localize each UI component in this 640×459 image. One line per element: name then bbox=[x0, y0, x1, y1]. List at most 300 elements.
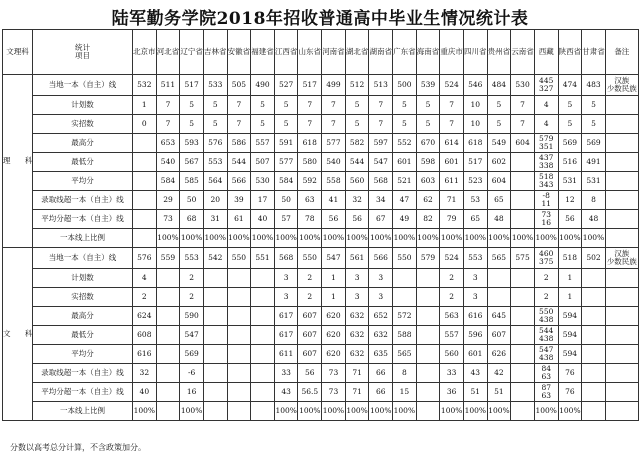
data-cell: 5 bbox=[393, 115, 417, 134]
data-cell: 592 bbox=[298, 172, 322, 191]
data-cell bbox=[203, 269, 227, 288]
data-cell bbox=[227, 345, 251, 364]
data-cell: 582 bbox=[345, 134, 369, 153]
data-cell: 517 bbox=[463, 153, 487, 172]
row-label: 一本线上比例 bbox=[33, 229, 133, 248]
data-cell bbox=[582, 326, 606, 345]
data-cell: 1 bbox=[133, 96, 157, 115]
data-cell: 29 bbox=[156, 191, 180, 210]
data-cell bbox=[203, 288, 227, 307]
data-cell: 3 bbox=[369, 288, 393, 307]
data-cell: 43 bbox=[274, 383, 298, 402]
data-cell: 569 bbox=[582, 134, 606, 153]
province-header: 湖南省 bbox=[369, 30, 393, 75]
data-cell: 607 bbox=[298, 345, 322, 364]
data-cell: 3 bbox=[463, 269, 487, 288]
data-cell: 586 bbox=[227, 134, 251, 153]
table-row bbox=[3, 269, 639, 288]
province-header: 辽宁省 bbox=[180, 30, 204, 75]
data-cell: -6 bbox=[180, 364, 204, 383]
data-cell: 653 bbox=[156, 134, 180, 153]
data-cell: 5 bbox=[487, 96, 511, 115]
data-cell: 502 bbox=[582, 248, 606, 269]
cell-line: 少数民族 bbox=[606, 257, 637, 266]
data-cell bbox=[534, 191, 558, 210]
data-cell: 61 bbox=[227, 210, 251, 229]
data-cell: 560 bbox=[345, 172, 369, 191]
data-cell: 10 bbox=[463, 96, 487, 115]
cell-line: 少数民族 bbox=[606, 84, 637, 93]
note-cell bbox=[605, 288, 638, 307]
row-label: 当地一本（自主）线 bbox=[33, 248, 133, 269]
data-cell bbox=[582, 269, 606, 288]
data-cell bbox=[534, 248, 558, 269]
data-cell: 603 bbox=[416, 172, 440, 191]
data-cell bbox=[251, 383, 275, 402]
data-cell: 614 bbox=[440, 134, 464, 153]
province-header: 四川省 bbox=[463, 30, 487, 75]
data-cell: 57 bbox=[274, 210, 298, 229]
data-cell bbox=[156, 288, 180, 307]
data-cell: 36 bbox=[440, 383, 464, 402]
data-cell bbox=[511, 364, 535, 383]
data-cell: 5 bbox=[393, 96, 417, 115]
data-cell bbox=[251, 402, 275, 421]
data-cell bbox=[156, 269, 180, 288]
data-cell: 500 bbox=[393, 75, 417, 96]
data-cell: 79 bbox=[440, 210, 464, 229]
data-cell: 5 bbox=[203, 96, 227, 115]
data-cell: 65 bbox=[463, 210, 487, 229]
data-cell: 540 bbox=[156, 153, 180, 172]
data-cell: 557 bbox=[440, 326, 464, 345]
data-cell bbox=[534, 364, 558, 383]
data-cell bbox=[227, 383, 251, 402]
data-cell: 552 bbox=[393, 134, 417, 153]
data-cell: 588 bbox=[393, 326, 417, 345]
row-label: 最低分 bbox=[33, 153, 133, 172]
data-cell: 17 bbox=[251, 191, 275, 210]
data-cell: 1 bbox=[322, 269, 346, 288]
data-cell bbox=[511, 383, 535, 402]
data-cell bbox=[251, 364, 275, 383]
table-body bbox=[3, 75, 639, 421]
data-cell bbox=[582, 345, 606, 364]
data-cell bbox=[251, 326, 275, 345]
table-row bbox=[3, 96, 639, 115]
row-label: 最低分 bbox=[33, 326, 133, 345]
note-cell bbox=[605, 383, 638, 402]
data-cell: 7 bbox=[440, 115, 464, 134]
data-cell: 601 bbox=[393, 153, 417, 172]
province-header: 北京市 bbox=[133, 30, 157, 75]
category-cell: 文 科 bbox=[3, 248, 33, 421]
province-header: 西藏 bbox=[534, 30, 558, 75]
data-cell: 1 bbox=[558, 269, 582, 288]
header-item-line2: 项目 bbox=[75, 51, 90, 60]
data-cell bbox=[582, 383, 606, 402]
data-cell: 100% bbox=[534, 402, 558, 421]
data-cell bbox=[251, 307, 275, 326]
header-category-cell: 文理科 bbox=[3, 30, 33, 75]
data-cell: 567 bbox=[180, 153, 204, 172]
data-cell: 544 bbox=[227, 153, 251, 172]
row-label: 录取线超一本（自主）线 bbox=[33, 191, 133, 210]
data-cell: 100% bbox=[227, 229, 251, 248]
data-cell: 48 bbox=[582, 210, 606, 229]
data-cell: 66 bbox=[369, 364, 393, 383]
province-header: 海南省 bbox=[416, 30, 440, 75]
data-cell bbox=[582, 307, 606, 326]
data-cell: 608 bbox=[133, 326, 157, 345]
data-cell: 62 bbox=[416, 191, 440, 210]
data-cell bbox=[416, 345, 440, 364]
data-cell: 516 bbox=[558, 153, 582, 172]
data-cell: 626 bbox=[487, 345, 511, 364]
data-cell: 530 bbox=[251, 172, 275, 191]
cell-line: 375 bbox=[539, 257, 554, 266]
data-cell bbox=[534, 134, 558, 153]
data-cell: 78 bbox=[298, 210, 322, 229]
data-cell: 523 bbox=[463, 172, 487, 191]
data-cell: 3 bbox=[345, 288, 369, 307]
cell-line: 550 bbox=[539, 307, 554, 316]
data-cell: 550 bbox=[298, 248, 322, 269]
data-cell: 8 bbox=[393, 364, 417, 383]
data-cell bbox=[416, 307, 440, 326]
data-cell: 100% bbox=[345, 402, 369, 421]
note-cell bbox=[605, 326, 638, 345]
province-header: 陕西省 bbox=[558, 30, 582, 75]
data-cell: 558 bbox=[322, 172, 346, 191]
data-cell: 56 bbox=[322, 210, 346, 229]
data-cell: 33 bbox=[274, 364, 298, 383]
note-cell bbox=[605, 345, 638, 364]
data-cell: 3 bbox=[274, 269, 298, 288]
table-row bbox=[3, 229, 639, 248]
data-cell: 100% bbox=[511, 229, 535, 248]
data-cell: 73 bbox=[322, 383, 346, 402]
data-cell: 553 bbox=[180, 248, 204, 269]
data-cell: 5 bbox=[582, 96, 606, 115]
data-cell: 560 bbox=[440, 345, 464, 364]
data-cell: 5 bbox=[487, 115, 511, 134]
data-cell bbox=[227, 326, 251, 345]
row-label: 计划数 bbox=[33, 269, 133, 288]
data-cell: 40 bbox=[133, 383, 157, 402]
data-cell: 575 bbox=[511, 248, 535, 269]
data-cell bbox=[582, 402, 606, 421]
data-cell: 5 bbox=[582, 115, 606, 134]
header-item-cell bbox=[33, 30, 133, 75]
data-cell bbox=[534, 307, 558, 326]
data-cell: 616 bbox=[463, 307, 487, 326]
data-cell bbox=[133, 153, 157, 172]
table-row bbox=[3, 75, 639, 96]
data-cell bbox=[251, 345, 275, 364]
data-cell: 550 bbox=[227, 248, 251, 269]
data-cell: 607 bbox=[298, 307, 322, 326]
cell-line: 73 bbox=[541, 210, 551, 219]
cell-line: 63 bbox=[541, 372, 551, 381]
data-cell: 607 bbox=[298, 326, 322, 345]
data-cell: 632 bbox=[345, 307, 369, 326]
data-cell bbox=[487, 288, 511, 307]
row-label: 实招数 bbox=[33, 288, 133, 307]
data-cell: 601 bbox=[440, 153, 464, 172]
data-cell: 5 bbox=[558, 96, 582, 115]
data-cell: 56.5 bbox=[298, 383, 322, 402]
data-cell: 604 bbox=[487, 172, 511, 191]
data-cell: 569 bbox=[180, 345, 204, 364]
data-cell: 5 bbox=[180, 96, 204, 115]
data-cell: 618 bbox=[463, 134, 487, 153]
data-cell: 76 bbox=[558, 383, 582, 402]
data-cell bbox=[534, 383, 558, 402]
data-cell: 5 bbox=[251, 115, 275, 134]
data-cell: 15 bbox=[393, 383, 417, 402]
data-cell bbox=[511, 345, 535, 364]
data-cell: 584 bbox=[274, 172, 298, 191]
cell-line: 351 bbox=[539, 142, 554, 151]
note-cell bbox=[605, 75, 638, 96]
data-cell: 5 bbox=[251, 96, 275, 115]
data-cell: 100% bbox=[298, 402, 322, 421]
data-cell bbox=[133, 134, 157, 153]
data-cell: 40 bbox=[251, 210, 275, 229]
data-cell bbox=[511, 172, 535, 191]
data-cell: 31 bbox=[203, 210, 227, 229]
data-cell bbox=[203, 345, 227, 364]
data-cell bbox=[416, 326, 440, 345]
data-cell: 4 bbox=[534, 96, 558, 115]
data-cell: 511 bbox=[156, 75, 180, 96]
data-cell: 553 bbox=[463, 248, 487, 269]
table-row bbox=[3, 248, 639, 269]
data-cell: 531 bbox=[582, 172, 606, 191]
province-header: 山东省 bbox=[298, 30, 322, 75]
row-label: 最高分 bbox=[33, 134, 133, 153]
data-cell: 100% bbox=[298, 229, 322, 248]
data-cell: 602 bbox=[487, 153, 511, 172]
data-cell: 50 bbox=[180, 191, 204, 210]
row-label: 平均分超一本（自主）线 bbox=[33, 383, 133, 402]
data-cell: 598 bbox=[416, 153, 440, 172]
note-cell bbox=[605, 269, 638, 288]
data-cell: 594 bbox=[558, 345, 582, 364]
data-cell: 16 bbox=[180, 383, 204, 402]
data-cell bbox=[203, 402, 227, 421]
data-cell: 5 bbox=[345, 115, 369, 134]
province-header: 安徽省 bbox=[227, 30, 251, 75]
data-cell: 533 bbox=[203, 75, 227, 96]
data-cell: 71 bbox=[440, 191, 464, 210]
data-cell bbox=[203, 383, 227, 402]
data-cell: 5 bbox=[274, 96, 298, 115]
category-cell: 理 科 bbox=[3, 75, 33, 248]
data-cell bbox=[416, 364, 440, 383]
data-cell: 2 bbox=[534, 269, 558, 288]
data-cell: 559 bbox=[156, 248, 180, 269]
data-cell: 51 bbox=[463, 383, 487, 402]
data-cell: 521 bbox=[393, 172, 417, 191]
data-cell bbox=[511, 307, 535, 326]
data-cell: 7 bbox=[298, 96, 322, 115]
data-cell: 5 bbox=[180, 115, 204, 134]
data-cell bbox=[487, 269, 511, 288]
cell-line: 518 bbox=[539, 172, 554, 181]
data-cell: 7 bbox=[156, 115, 180, 134]
data-cell: 542 bbox=[203, 248, 227, 269]
data-cell: 524 bbox=[440, 75, 464, 96]
footnote: 分数以高考总分计算，不含政策加分。 bbox=[10, 443, 146, 452]
data-cell: 5 bbox=[203, 115, 227, 134]
province-header: 河北省 bbox=[156, 30, 180, 75]
data-cell: 51 bbox=[487, 383, 511, 402]
cell-line: 87 bbox=[541, 383, 551, 392]
data-cell: 100% bbox=[463, 402, 487, 421]
data-cell: 2 bbox=[534, 288, 558, 307]
data-cell: 2 bbox=[133, 288, 157, 307]
table-row bbox=[3, 345, 639, 364]
data-cell: 0 bbox=[133, 115, 157, 134]
data-cell: 100% bbox=[463, 229, 487, 248]
data-cell: 3 bbox=[369, 269, 393, 288]
data-cell bbox=[511, 153, 535, 172]
data-cell: 517 bbox=[180, 75, 204, 96]
province-header: 河南省 bbox=[322, 30, 346, 75]
data-cell: 100% bbox=[393, 402, 417, 421]
data-cell bbox=[227, 402, 251, 421]
data-cell: 2 bbox=[298, 269, 322, 288]
data-cell bbox=[511, 210, 535, 229]
data-cell: 100% bbox=[369, 229, 393, 248]
data-cell: 491 bbox=[582, 153, 606, 172]
note-cell bbox=[605, 96, 638, 115]
data-cell: 518 bbox=[558, 248, 582, 269]
data-cell: 474 bbox=[558, 75, 582, 96]
province-header: 吉林省 bbox=[203, 30, 227, 75]
row-label: 一本线上比例 bbox=[33, 402, 133, 421]
data-cell bbox=[511, 269, 535, 288]
data-cell: 670 bbox=[416, 134, 440, 153]
data-cell: 2 bbox=[440, 269, 464, 288]
row-label: 计划数 bbox=[33, 96, 133, 115]
cell-line: 437 bbox=[539, 153, 554, 162]
data-cell: 73 bbox=[156, 210, 180, 229]
data-cell: 568 bbox=[369, 172, 393, 191]
row-label: 平均分 bbox=[33, 172, 133, 191]
data-cell: 100% bbox=[156, 229, 180, 248]
data-cell bbox=[227, 364, 251, 383]
data-cell: 517 bbox=[298, 75, 322, 96]
data-cell bbox=[511, 288, 535, 307]
cell-line: 438 bbox=[539, 353, 554, 362]
data-cell bbox=[133, 210, 157, 229]
data-cell: 596 bbox=[463, 326, 487, 345]
data-cell: 47 bbox=[393, 191, 417, 210]
cell-line: 544 bbox=[539, 326, 554, 335]
data-cell: 607 bbox=[487, 326, 511, 345]
data-cell: 611 bbox=[440, 172, 464, 191]
data-cell: 507 bbox=[251, 153, 275, 172]
data-cell: 585 bbox=[180, 172, 204, 191]
data-cell: 632 bbox=[345, 326, 369, 345]
data-cell: 4 bbox=[534, 115, 558, 134]
cell-line: 汉族 bbox=[614, 76, 630, 85]
data-cell: 5 bbox=[274, 115, 298, 134]
data-cell: 564 bbox=[203, 172, 227, 191]
data-cell: 1 bbox=[322, 288, 346, 307]
data-cell: 624 bbox=[133, 307, 157, 326]
data-cell: 547 bbox=[180, 326, 204, 345]
data-cell: 100% bbox=[440, 229, 464, 248]
data-cell: 100% bbox=[180, 229, 204, 248]
data-cell bbox=[251, 288, 275, 307]
data-cell: 7 bbox=[322, 115, 346, 134]
data-cell: 547 bbox=[369, 153, 393, 172]
data-cell: 7 bbox=[440, 96, 464, 115]
data-cell bbox=[416, 288, 440, 307]
statistics-table bbox=[2, 29, 639, 421]
data-cell: 7 bbox=[227, 96, 251, 115]
data-cell: 32 bbox=[133, 364, 157, 383]
data-cell: 100% bbox=[274, 402, 298, 421]
data-cell bbox=[156, 307, 180, 326]
data-cell: 550 bbox=[393, 248, 417, 269]
data-cell bbox=[203, 326, 227, 345]
data-cell: 34 bbox=[369, 191, 393, 210]
data-cell: 7 bbox=[369, 96, 393, 115]
data-cell: 100% bbox=[345, 229, 369, 248]
header-item-line1: 统计 bbox=[75, 43, 90, 52]
data-cell: 56 bbox=[345, 210, 369, 229]
data-cell: 100% bbox=[133, 402, 157, 421]
data-cell: 513 bbox=[369, 75, 393, 96]
data-cell: 618 bbox=[298, 134, 322, 153]
data-cell: 632 bbox=[345, 345, 369, 364]
data-cell: 590 bbox=[180, 307, 204, 326]
cell-line: 汉族 bbox=[614, 249, 630, 258]
data-cell: 579 bbox=[416, 248, 440, 269]
data-cell bbox=[416, 269, 440, 288]
data-cell: 12 bbox=[558, 191, 582, 210]
data-cell: 3 bbox=[463, 288, 487, 307]
data-cell: 553 bbox=[203, 153, 227, 172]
table-row bbox=[3, 288, 639, 307]
data-cell: 563 bbox=[440, 307, 464, 326]
note-cell bbox=[605, 402, 638, 421]
data-cell bbox=[416, 402, 440, 421]
data-cell: 546 bbox=[463, 75, 487, 96]
note-cell bbox=[605, 153, 638, 172]
data-cell bbox=[156, 364, 180, 383]
data-cell bbox=[511, 402, 535, 421]
province-header: 湖北省 bbox=[345, 30, 369, 75]
data-cell: 1 bbox=[558, 288, 582, 307]
data-cell bbox=[227, 307, 251, 326]
data-cell: 5 bbox=[416, 115, 440, 134]
data-cell bbox=[156, 345, 180, 364]
data-cell: 4 bbox=[133, 269, 157, 288]
data-cell: 566 bbox=[369, 248, 393, 269]
province-header: 福建省 bbox=[251, 30, 275, 75]
data-cell: 645 bbox=[487, 307, 511, 326]
data-cell: 577 bbox=[322, 134, 346, 153]
data-cell: 591 bbox=[274, 134, 298, 153]
data-cell: 539 bbox=[416, 75, 440, 96]
data-cell: 572 bbox=[393, 307, 417, 326]
